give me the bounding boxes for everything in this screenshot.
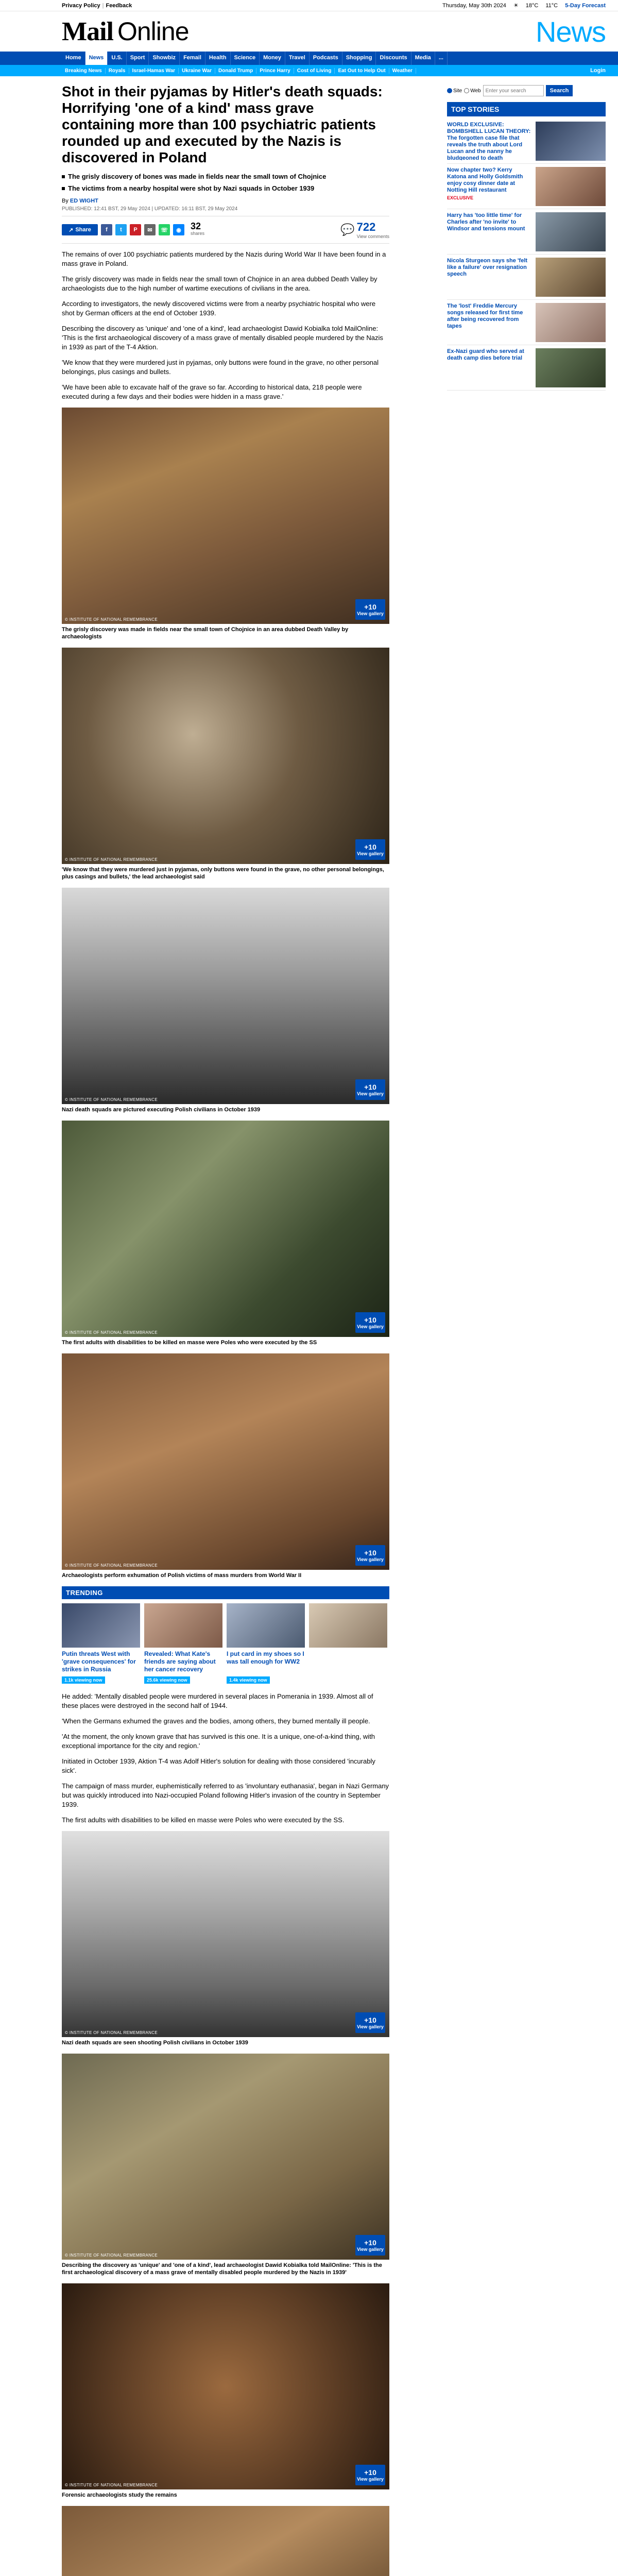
article-bullets (62, 172, 389, 193)
subnav-royals[interactable]: Royals (106, 68, 129, 74)
article-paragraph: The campaign of mass murder, euphemistically referred to as 'involuntary euthanasia', began in Nazi Germany but was quickly introduced into Nazi-occupied Poland following Hitler's invasion of the country in September 1939. (62, 1782, 389, 1808)
story-headline (447, 258, 531, 296)
trending-card[interactable] (62, 1603, 140, 1684)
facebook-share-icon[interactable]: f (101, 224, 112, 235)
gallery-label: View gallery (357, 1324, 384, 1329)
article-paragraph: The first adults with disabilities to be killed en masse were Poles who were executed by the SS. (62, 1816, 345, 1824)
trending-title: TRENDING (62, 1586, 389, 1599)
radio-selected-icon (447, 88, 452, 93)
trending-headline (309, 1650, 387, 1673)
view-gallery-button[interactable] (355, 2465, 385, 2485)
date-weather (442, 2, 606, 9)
article-figure (62, 2054, 389, 2276)
article-paragraph: He added: 'Mentally disabled people were murdered in several places in Pomerania in 1939. Almost all of these places were destroyed in the second half of 1944. (62, 1692, 373, 1709)
nav-shopping[interactable]: Shopping (342, 52, 376, 65)
article-image[interactable] (62, 888, 389, 1104)
story-thumbnail (536, 212, 606, 251)
nav-home[interactable]: Home (62, 52, 85, 65)
article-image[interactable] (62, 1353, 389, 1570)
nav-femail[interactable]: Femail (180, 52, 205, 65)
story-thumbnail (536, 167, 606, 206)
gallery-count: +10 (364, 2239, 376, 2247)
story-headline (447, 348, 531, 387)
image-caption: Archaeologists perform exhumation of Polish victims of mass murders from World War II (62, 1572, 302, 1579)
nav-health[interactable]: Health (205, 52, 231, 65)
radio-unselected-icon (464, 88, 469, 93)
comment-bubble-icon: 💬 (340, 223, 355, 236)
gallery-label: View gallery (357, 2477, 384, 2482)
logo-online: Online (117, 16, 189, 46)
trending-module (62, 1586, 389, 1684)
email-share-icon[interactable]: ✉ (144, 224, 156, 235)
view-gallery-button[interactable] (355, 599, 385, 620)
trending-thumbnail (309, 1603, 387, 1648)
article-figure (62, 2506, 389, 2576)
story-title: Nicola Sturgeon says she 'felt like a failure' over resignation speech (447, 258, 528, 277)
story-title: Now chapter two? Kerry Katona and Holly Goldsmith enjoy cosy dinner date at Notting Hill restaurant (447, 167, 523, 193)
story-thumbnail (536, 348, 606, 387)
subnav-cost-of-living[interactable]: Cost of Living (294, 68, 335, 74)
story-thumbnail (536, 303, 606, 342)
article-image[interactable] (62, 2283, 389, 2489)
trending-headline: Putin threats West with 'grave consequences' for strikes in Russia (62, 1650, 136, 1673)
article (62, 83, 389, 2576)
article-figure (62, 2283, 389, 2499)
subnav-breaking-news[interactable]: Breaking News (62, 68, 106, 74)
article-figure (62, 408, 389, 640)
share-button[interactable] (62, 224, 98, 235)
top-story-item[interactable] (447, 255, 606, 300)
nav-podcasts[interactable]: Podcasts (310, 52, 342, 65)
nav-money[interactable]: Money (260, 52, 285, 65)
story-thumbnail (536, 122, 606, 161)
bullet-point: The grisly discovery of bones was made in fields near the small town of Chojnice (62, 172, 389, 181)
weather-icon: ☀ (513, 3, 519, 9)
article-paragraph: According to investigators, the newly discovered victims were from a nearby psychiatric hospital who were shot by German officers at the end of October 1939. (62, 300, 376, 317)
story-title: WORLD EXCLUSIVE: BOMBSHELL LUCAN THEORY: The forgotten case file that reveals the truth about Lord Lucan and the nanny he bludgeoned to death (447, 122, 531, 160)
story-title: Harry has 'too little time' for Charles after 'no invite' to Windsor and tensions mount (447, 212, 525, 232)
viewing-now-badge: 25.6k viewing now (144, 1676, 190, 1684)
image-caption: The first adults with disabilities to be killed en masse were Poles who were executed by the SS (62, 1340, 317, 1346)
subnav-israel-hamas[interactable]: Israel-Hamas War (129, 68, 179, 74)
comments-link[interactable] (340, 221, 389, 239)
nav-discounts[interactable]: Discounts (376, 52, 411, 65)
gallery-count: +10 (364, 603, 376, 611)
mailonline-logo[interactable] (62, 16, 189, 47)
view-gallery-button[interactable] (355, 839, 385, 860)
image-credit: © INSTITUTE OF NATIONAL REMEMBRANCE (65, 2253, 158, 2258)
top-story-item[interactable] (447, 345, 606, 391)
page-body (0, 76, 618, 2576)
gallery-count: +10 (364, 2468, 376, 2477)
story-thumbnail (536, 258, 606, 297)
article-image[interactable] (62, 408, 389, 624)
article-paragraph: Describing the discovery as 'unique' and 'one of a kind', lead archaeologist Dawid Kobialka told MailOnline: 'This is the first archaeological discovery of a mass grave of mentally disabled people murdered by the Nazis in 1939 as part of the T-4 Aktion. (62, 325, 383, 351)
article-image[interactable] (62, 1831, 389, 2037)
gallery-count: +10 (364, 843, 376, 851)
article-paragraph: 'We know that they were murdered just in pyjamas, only buttons were found in the grave, no other personal belongings, plus casings and bullets. (62, 359, 379, 376)
byline (62, 198, 389, 204)
author-link[interactable]: ED WIGHT (70, 198, 98, 204)
top-strip (0, 0, 618, 11)
share-count-value: 32 (191, 221, 201, 231)
search-option-web[interactable] (464, 88, 480, 94)
weather-low: 11°C (545, 2, 558, 9)
image-credit: © INSTITUTE OF NATIONAL REMEMBRANCE (65, 2483, 158, 2487)
share-bar (62, 216, 389, 244)
gallery-count: +10 (364, 1549, 376, 1557)
image-caption: Nazi death squads are pictured executing Polish civilians in October 1939 (62, 1107, 261, 1113)
exclusive-tag: EXCLUSIVE (447, 195, 474, 200)
feedback-link[interactable]: Feedback (106, 2, 132, 9)
subnav-weather[interactable]: Weather (389, 68, 416, 74)
trending-thumbnail (227, 1603, 305, 1648)
privacy-policy-link[interactable]: Privacy Policy (62, 2, 100, 9)
whatsapp-share-icon[interactable]: ☏ (159, 224, 170, 235)
trending-thumbnail (144, 1603, 222, 1648)
published-date: PUBLISHED: 12:41 BST, 29 May 2024 | UPDATED: 16:11 BST, 29 May 2024 (62, 206, 238, 212)
site-search (447, 83, 606, 98)
top-stories-title: TOP STORIES (447, 102, 606, 116)
subnav-trump[interactable]: Donald Trump (215, 68, 256, 74)
gallery-label: View gallery (357, 1091, 384, 1096)
nav-media[interactable]: Media (411, 52, 435, 65)
subnav-harry[interactable]: Prince Harry (256, 68, 294, 74)
article-image[interactable] (62, 1121, 389, 1337)
top-story-item[interactable] (447, 300, 606, 345)
top-story-item[interactable] (447, 164, 606, 209)
sidebar (447, 83, 606, 2576)
story-headline (447, 167, 531, 206)
story-headline (447, 212, 531, 251)
gallery-label: View gallery (357, 611, 384, 616)
trending-card[interactable] (309, 1603, 387, 1684)
image-credit: © INSTITUTE OF NATIONAL REMEMBRANCE (65, 2030, 158, 2035)
search-input[interactable] (483, 85, 544, 96)
story-headline (447, 303, 531, 342)
image-credit: © INSTITUTE OF NATIONAL REMEMBRANCE (65, 857, 158, 862)
article-paragraph: 'We have been able to excavate half of the grave so far. According to historical data, 218 people were executed during a few days and their bodies were hidden in a mass grave.' (62, 383, 362, 400)
gallery-count: +10 (364, 1316, 376, 1324)
share-icon: ↗ (68, 227, 74, 233)
logo-mail: Mail (62, 16, 113, 46)
article-image[interactable] (62, 648, 389, 864)
story-title: The 'lost' Freddie Mercury songs released for first time after being recovered from tapes (447, 303, 523, 329)
article-headline: Shot in their pyjamas by Hitler's death squads: Horrifying 'one of a kind' mass grave containing more than 100 psychiatric patients rounded up and executed by the Nazis is discovered in Poland (62, 83, 383, 165)
gallery-label: View gallery (357, 2247, 384, 2252)
gallery-label: View gallery (357, 2024, 384, 2029)
nav-sport[interactable]: Sport (127, 52, 149, 65)
gallery-count: +10 (364, 1083, 376, 1091)
article-paragraph: 'When the Germans exhumed the graves and the bodies, among others, they burned mentally ill people. (62, 1717, 370, 1725)
subnav-ukraine[interactable]: Ukraine War (179, 68, 215, 74)
article-paragraph: The remains of over 100 psychiatric patients murdered by the Nazis during World War II have been found in a mass grave in Poland. (62, 250, 386, 267)
story-headline (447, 122, 531, 160)
image-caption: 'We know that they were murdered just in pyjamas, only buttons were found in the grave, no other personal belongings, plus casings and bullets,' the lead archaeologist said (62, 867, 384, 880)
image-caption: The grisly discovery was made in fields near the small town of Chojnice in an area dubbed Death Valley by archaeologists (62, 626, 349, 640)
image-credit: © INSTITUTE OF NATIONAL REMEMBRANCE (65, 1563, 158, 1568)
story-title: Ex-Nazi guard who served at death camp dies before trial (447, 348, 524, 361)
view-gallery-button[interactable] (355, 2012, 385, 2033)
nav-travel[interactable]: Travel (285, 52, 310, 65)
image-caption: Forensic archaeologists study the remains (62, 2492, 177, 2498)
nav-us[interactable]: U.S. (108, 52, 126, 65)
image-caption: Describing the discovery as 'unique' and 'one of a kind', lead archaeologist Dawid Kobialka told MailOnline: 'This is the first archaeological discovery of a mass grave of mentally disabled people murdered by the Nazis in 1939' (62, 2262, 382, 2276)
article-paragraph: Initiated in October 1939, Aktion T-4 was Adolf Hitler's solution for dealing with those considered 'incurably sick'. (62, 1757, 375, 1774)
comment-count: 722 (356, 221, 376, 233)
login-link[interactable]: Login (590, 67, 606, 74)
section-title: News (535, 15, 606, 48)
pinterest-share-icon[interactable]: P (130, 224, 141, 235)
gallery-label: View gallery (357, 1557, 384, 1562)
search-option-label: Site (453, 88, 462, 94)
search-button[interactable]: Search (546, 85, 573, 96)
top-story-item[interactable] (447, 209, 606, 255)
image-caption: Nazi death squads are seen shooting Polish civilians in October 1939 (62, 2040, 248, 2046)
weather-high: 18°C (525, 2, 539, 9)
nav-news[interactable]: News (85, 52, 108, 65)
messenger-share-icon[interactable]: ◉ (173, 224, 184, 235)
twitter-share-icon[interactable]: t (115, 224, 127, 235)
viewing-now-badge: 1.1k viewing now (62, 1676, 105, 1684)
trending-thumbnail (62, 1603, 140, 1648)
gallery-count: +10 (364, 2016, 376, 2024)
gallery-label: View gallery (357, 851, 384, 856)
share-label: Share (75, 227, 91, 233)
article-paragraph: The grisly discovery was made in fields near the small town of Chojnice in an area dubbed Death Valley by archaeologists due to the high number of wartime executions of civilians in the area. (62, 275, 377, 292)
top-story-item[interactable] (447, 118, 606, 164)
secondary-nav (0, 65, 618, 76)
forecast-link[interactable]: 5-Day Forecast (565, 2, 606, 9)
byline-prefix: By (62, 198, 68, 204)
article-figure (62, 888, 389, 1113)
separator: | (102, 2, 104, 9)
viewing-now-badge: 1.4k viewing now (227, 1676, 270, 1684)
subnav-eat-out[interactable]: Eat Out to Help Out (335, 68, 389, 74)
primary-nav (0, 52, 618, 65)
article-figure (62, 1121, 389, 1346)
share-count-label: shares (191, 231, 205, 236)
view-gallery-button[interactable] (355, 1545, 385, 1566)
article-paragraph: 'At the moment, the only known grave that has survived is this one. It is a unique, one-of-a-kind thing, with exceptional importance for the city and region.' (62, 1733, 375, 1750)
nav-science[interactable]: Science (231, 52, 260, 65)
article-figure (62, 1831, 389, 2046)
trending-card[interactable] (227, 1603, 305, 1684)
article-image[interactable] (62, 2506, 389, 2576)
trending-card[interactable] (144, 1603, 222, 1684)
top-links (62, 3, 132, 9)
image-credit: © INSTITUTE OF NATIONAL REMEMBRANCE (65, 617, 158, 622)
view-gallery-button[interactable] (355, 1312, 385, 1333)
nav-showbiz[interactable]: Showbiz (149, 52, 180, 65)
article-image[interactable] (62, 2054, 389, 2260)
trending-headline: I put card in my shoes so I was tall enough for WW2 (227, 1650, 304, 1665)
trending-cards (62, 1603, 389, 1684)
view-gallery-button[interactable] (355, 1079, 385, 1100)
article-figure (62, 648, 389, 880)
share-count (191, 223, 204, 237)
masthead (0, 11, 618, 52)
view-comments-label: View comments (356, 234, 389, 239)
current-date: Thursday, May 30th 2024 (442, 2, 506, 9)
image-credit: © INSTITUTE OF NATIONAL REMEMBRANCE (65, 1330, 158, 1335)
trending-headline: Revealed: What Kate's friends are saying about her cancer recovery (144, 1650, 216, 1673)
nav-more[interactable]: ... (435, 52, 448, 65)
image-credit: © INSTITUTE OF NATIONAL REMEMBRANCE (65, 1097, 158, 1102)
search-option-site[interactable] (447, 88, 462, 94)
bullet-point: The victims from a nearby hospital were shot by Nazi squads in October 1939 (62, 184, 389, 193)
article-figure (62, 1353, 389, 1579)
search-option-label: Web (470, 88, 481, 94)
view-gallery-button[interactable] (355, 2235, 385, 2256)
